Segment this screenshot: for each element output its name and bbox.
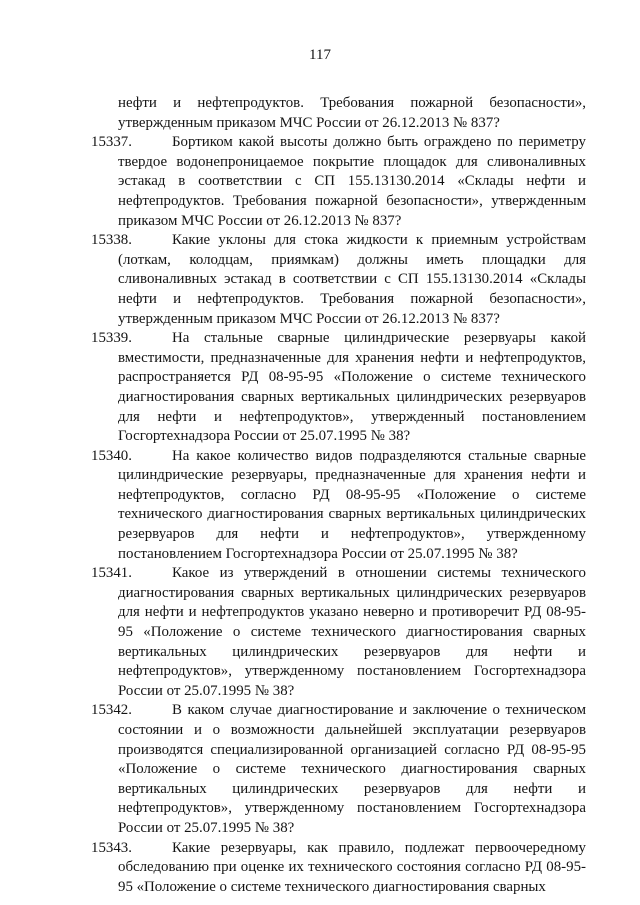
question-item — [91, 447, 586, 565]
question-item — [91, 701, 586, 838]
question-item — [91, 564, 586, 701]
question-text: Какие уклоны для стока жидкости к приемным устройствам (лоткам, колодцам, приямкам) должны иметь площадки для сливоналивных эстакад в соответствии с СП 155.13130.2014 «Склады нефти и нефтепродуктов. Требования пожарной безопасности», утвержденным приказом МЧС России от 26.12.2013 № 837? — [118, 232, 586, 327]
question-item — [91, 133, 586, 231]
question-number: 15343. — [91, 839, 132, 856]
question-number: 15337. — [91, 134, 132, 151]
question-number: 15339. — [91, 330, 132, 347]
question-text: На какое количество видов подразделяются стальные сварные цилиндрические резервуары, предназначенные для хранения нефти и нефтепродуктов, согласно РД 08-95-95 «Положение о системе технического диагностирования сварных вертикальных цилиндрических резервуаров для нефти и нефтепродуктов», утвержденному постановлением Госгортехнадзора России от 25.07.1995 № 38? — [118, 447, 586, 562]
question-item — [91, 839, 586, 898]
question-item — [91, 231, 586, 329]
question-item — [91, 329, 586, 447]
question-number: 15340. — [91, 447, 132, 464]
question-text: В каком случае диагностирование и заключение о техническом состоянии и о возможности дальнейшей эксплуатации резервуаров производятся специализированной организацией согласно РД 08-95-95 «Положение о системе технического диагностирования сварных вертикальных цилиндрических резервуаров для нефти и нефтепродуктов», утвержденному постановлением Госгортехнадзора России от 25.07.1995 № 38? — [118, 702, 586, 836]
question-text: Бортиком какой высоты должно быть ограждено по периметру твердое водонепроницаемое покрытие площадок для сливоналивных эстакад в соответствии с СП 155.13130.2014 «Склады нефти и нефтепродуктов. Требования пожарной безопасности», утвержденным приказом МЧС России от 26.12.2013 № 837? — [118, 134, 586, 229]
question-text: На стальные сварные цилиндрические резервуары какой вместимости, предназначенные для хранения нефти и нефтепродуктов, распространяется РД 08-95-95 «Положение о системе технического диагностирования сварных вертикальных цилиндрических резервуаров для нефти и нефтепродуктов», утвержденный постановлением Госгортехнадзора России от 25.07.1995 № 38? — [118, 330, 586, 445]
question-number: 15341. — [91, 565, 132, 582]
question-number: 15342. — [91, 702, 132, 719]
page-number: 117 — [309, 47, 331, 63]
questions-list — [91, 94, 586, 897]
continuation-text: нефти и нефтепродуктов. Требования пожарной безопасности», утвержденным приказом МЧС России от 26.12.2013 № 837? — [118, 95, 586, 131]
question-number: 15338. — [91, 232, 132, 249]
question-text: Какое из утверждений в отношении системы технического диагностирования сварных вертикальных цилиндрических резервуаров для нефти и нефтепродуктов указано неверно и противоречит РД 08-95-95 «Положение о системе технического диагностирования сварных вертикальных цилиндрических резервуаров для нефти и нефтепродуктов», утвержденному постановлением Госгортехнадзора России от 25.07.1995 № 38? — [118, 565, 586, 699]
question-text: Какие резервуары, как правило, подлежат первоочередному обследованию при оценке их технического состояния согласно РД 08-95-95 «Положение о системе технического диагностирования сварных — [118, 839, 586, 895]
